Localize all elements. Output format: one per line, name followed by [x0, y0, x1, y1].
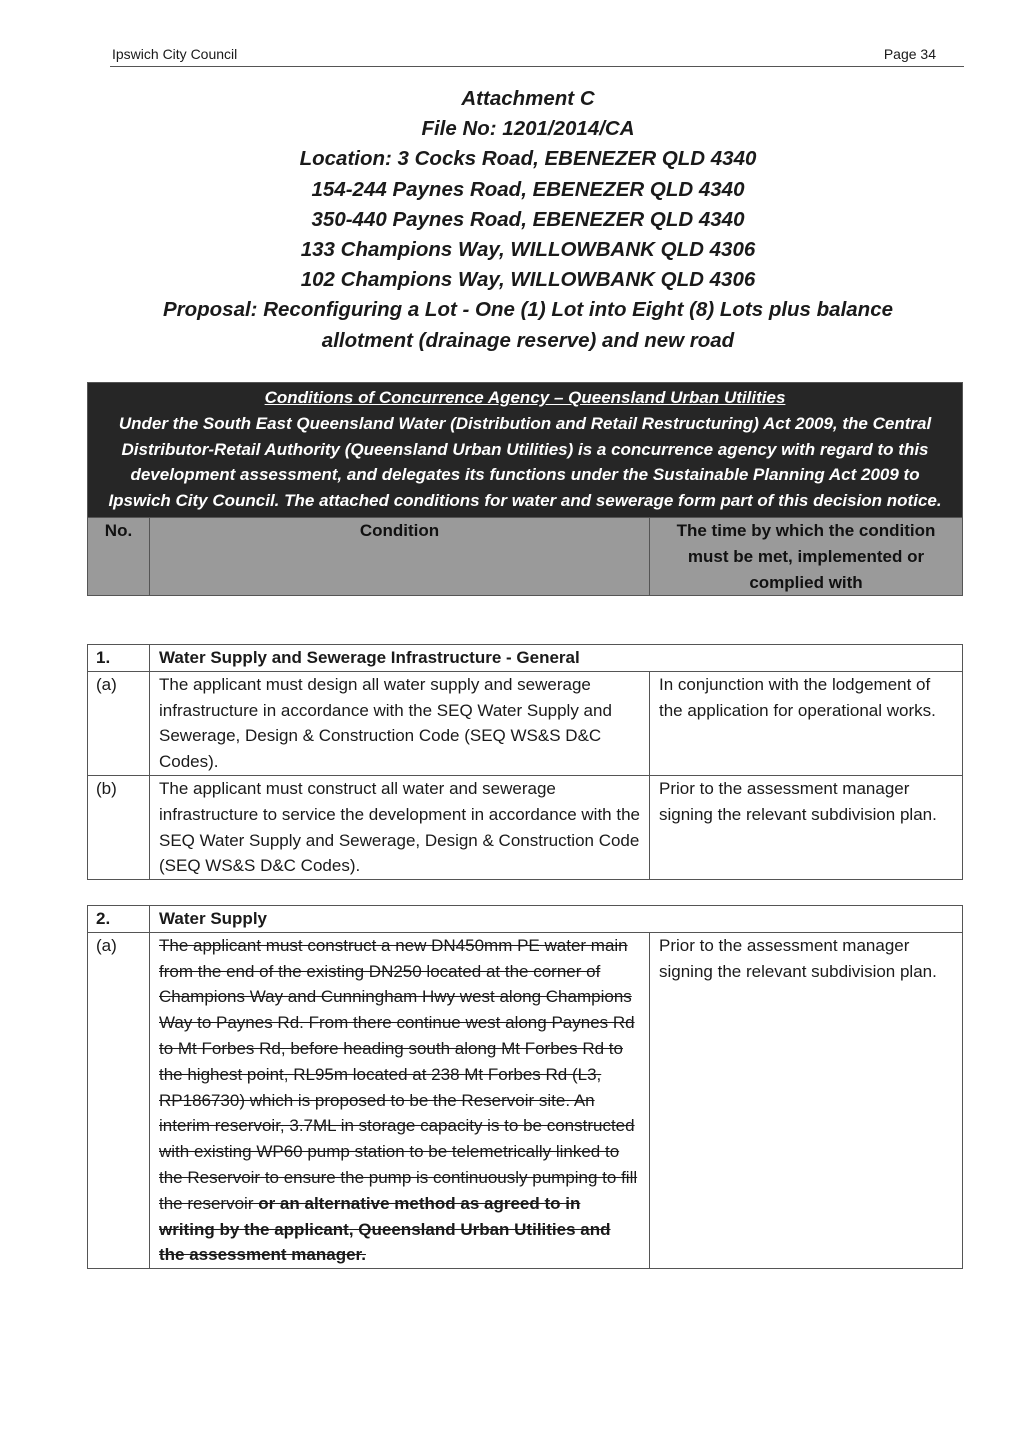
location-line: Location: 3 Cocks Road, EBENEZER QLD 4340 [299, 147, 757, 171]
location-line: 102 Champions Way, WILLOWBANK QLD 4306 [300, 268, 756, 292]
section-title: Water Supply [150, 906, 963, 933]
file-number: File No: 1201/2014/CA [421, 117, 635, 141]
condition-timing: Prior to the assessment manager signing the relevant subdivision plan. [650, 775, 963, 879]
location-line: 133 Champions Way, WILLOWBANK QLD 4306 [300, 238, 756, 262]
conditions-header-table [87, 382, 963, 596]
location-line: 350-440 Paynes Road, EBENEZER QLD 4340 [311, 207, 745, 231]
condition-text: The applicant must construct all water and sewerage infrastructure to service the development in accordance with the SEQ Water Supply and Sewerage, Design & Construction Code (SEQ WS&S D&C Codes). [150, 775, 650, 879]
deleted-condition-text [150, 932, 650, 1268]
struck-bold-text: or an alternative method as agreed to in writing by the applicant, Queensland Urban Utilities and the assessment manager. [159, 1193, 611, 1265]
struck-text: The applicant must construct a new DN450mm PE water main from the end of the existing DN250 located at the corner of Champions Way and Cunningham Hwy west along Champions Way to Paynes Rd. From there continue west along Paynes Rd to Mt Forbes Rd, before heading south along Mt Forbes Rd to the highest point, RL95m located at 238 Mt Forbes Rd (L3, RP186730) which is proposed to be the Reservoir site. An interim reservoir, 3.7ML in storage capacity is to be constructed with existing WP60 pump station to be telemetrically linked to the Reservoir to ensure the pump is continuously pumping to fill the reservoir [159, 935, 638, 1213]
section-number: 2. [88, 906, 150, 933]
column-header-condition: Condition [150, 517, 650, 595]
attachment-title-block [100, 84, 956, 356]
condition-label: (b) [88, 775, 150, 879]
conditions-heading: Conditions of Concurrence Agency – Queensland Urban Utilities [264, 388, 786, 407]
condition-timing: In conjunction with the lodgement of the application for operational works. [650, 671, 963, 775]
attachment-label: Attachment C [461, 87, 595, 110]
condition-text: The applicant must design all water supply and sewerage infrastructure in accordance with the SEQ Water Supply and Sewerage, Design & Construction Code (SEQ WS&S D&C Codes). [150, 671, 650, 775]
column-header-timing: The time by which the condition must be met, implemented or complied with [650, 517, 963, 595]
condition-row [88, 775, 963, 879]
condition-label: (a) [88, 932, 150, 1268]
condition-timing: Prior to the assessment manager signing the relevant subdivision plan. [650, 932, 963, 1268]
conditions-intro: Under the South East Queensland Water (Distribution and Retail Restructuring) Act 2009, the Central Distributor-Retail Authority (Queensland Urban Utilities) is a concurrence agency with regard to this development assessment, and delegates its functions under the Sustainable Planning Act 2009 to Ipswich City Council. The attached conditions for water and sewerage form part of this decision notice. [108, 413, 942, 511]
condition-row [88, 671, 963, 775]
condition-label: (a) [88, 671, 150, 775]
section-number: 1. [88, 645, 150, 672]
agency-banner [88, 383, 963, 518]
proposal-description: Proposal: Reconfiguring a Lot - One (1) Lot into Eight (8) Lots plus balance allotment (drainage reserve) and new road [162, 298, 894, 352]
organisation-name: Ipswich City Council [112, 46, 238, 62]
page-header [110, 44, 964, 67]
section-water-sewerage-general [87, 644, 963, 880]
location-line: 154-244 Paynes Road, EBENEZER QLD 4340 [311, 177, 745, 201]
column-header-no: No. [88, 517, 150, 595]
page-number: Page 34 [883, 46, 936, 62]
section-title: Water Supply and Sewerage Infrastructure - General [150, 645, 963, 672]
section-water-supply [87, 905, 963, 1269]
condition-row [88, 932, 963, 1268]
